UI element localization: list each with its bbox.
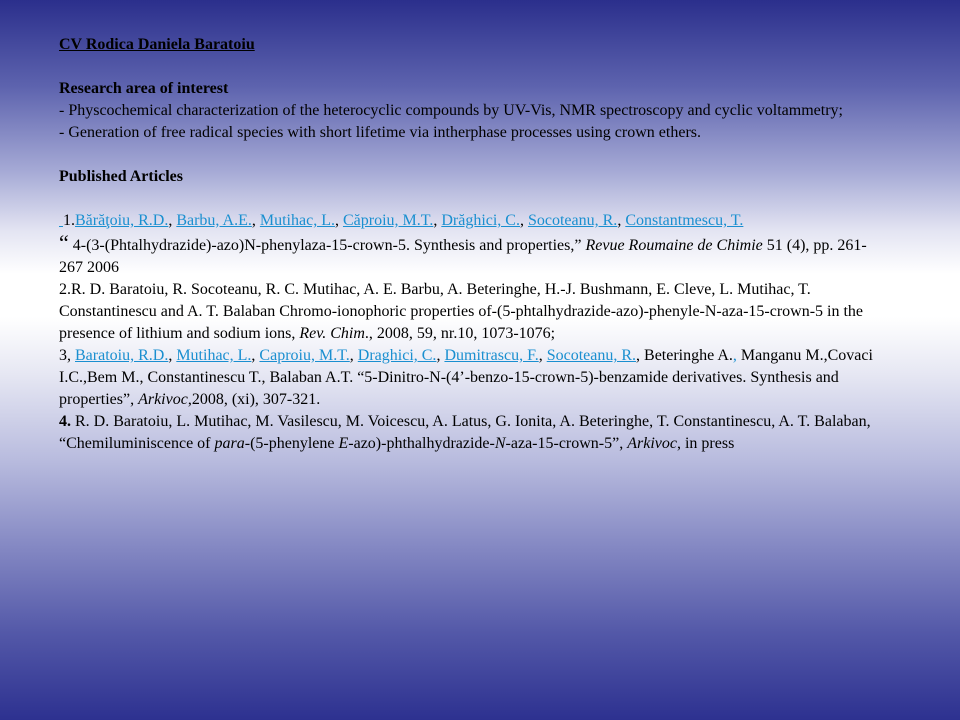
pub3-journal: Arkivoc bbox=[138, 391, 188, 408]
pub4-journal: Arkivoc bbox=[627, 435, 677, 452]
author-link[interactable]: Barbu, A.E. bbox=[176, 212, 252, 229]
cv-document bbox=[59, 34, 889, 455]
pub4-details: , in press bbox=[676, 435, 735, 452]
pub2-text: 2.R. D. Baratoiu, R. Socoteanu, R. C. Mutihac, A. E. Barbu, A. Beteringhe, H.-J. Bushmann, E. Cleve, L. Mutihac, T. Constantinescu and A. T. Balaban Chromo-ionophoric properties of-(5-phtalhydrazide-azo)-phenyle-N-aza-15-crown-5 in the presence of lithium and sodium ions, bbox=[59, 281, 864, 342]
research-heading: Research area of interest bbox=[59, 80, 229, 97]
cv-title: CV Rodica Daniela Baratoiu bbox=[59, 36, 255, 53]
author-link[interactable]: Căproiu, M.T. bbox=[342, 212, 434, 229]
pub4-text: -azo)-phthalhydrazide- bbox=[348, 435, 495, 452]
pub1-number: 1. bbox=[63, 212, 75, 229]
pub1-open-quote: “ bbox=[59, 230, 69, 255]
author-link[interactable]: Baratoiu, R.D. bbox=[75, 347, 169, 364]
research-item: - Generation of free radical species with short lifetime via intherphase processes using crown ethers. bbox=[59, 124, 701, 141]
author-link[interactable]: Draghici, C. bbox=[357, 347, 437, 364]
pub4-e: E bbox=[338, 435, 349, 452]
spacer bbox=[59, 144, 889, 166]
author-link[interactable]: Socoteanu, R. bbox=[546, 347, 637, 364]
published-heading: Published Articles bbox=[59, 168, 184, 185]
stray-link[interactable]: , bbox=[732, 347, 737, 364]
author-link[interactable]: Drăghici, C. bbox=[441, 212, 520, 229]
research-item: - Physcochemical characterization of the heterocyclic compounds by UV-Vis, NMR spectroscopy and cyclic voltammetry; bbox=[59, 102, 843, 119]
pub1-details: 51 (4), pp. 261-267 2006 bbox=[59, 237, 867, 276]
author-link[interactable]: Constantmescu, T. bbox=[625, 212, 744, 229]
pub1-title: 4-(3-(Phtalhydrazide)-azo)N-phenylaza-15-crown-5. Synthesis and properties,” bbox=[68, 237, 582, 254]
pub3-details: ,2008, (xi), 307-321. bbox=[187, 391, 321, 408]
author-link[interactable]: Dumitrascu, F. bbox=[444, 347, 539, 364]
author-link[interactable]: Socoteanu, R. bbox=[527, 212, 618, 229]
author-link[interactable]: Mutihac, L. bbox=[259, 212, 335, 229]
publication-3: 3, Baratoiu, R.D., Mutihac, L., Caproiu, M.T., Draghici, C., Dumitrascu, F., Socoteanu, R., Beteringhe A., Manganu M.,Covaci I.C.,Bem M., Constantinescu T., Balaban A.T. “5-Dinitro-N-(4’-benzo-15-crown-5)-benzamide derivatives. Synthesis and properties”, Arkivoc,2008, (xi), 307-321. bbox=[59, 347, 873, 408]
pub2-details: ., 2008, 59, nr.10, 1073-1076; bbox=[364, 325, 556, 342]
pub4-text: R. D. Baratoiu, L. Mutihac, M. Vasilescu, M. Voicescu, A. Latus, G. Ionita, A. Beteringhe, T. Constantinescu, A. T. Balaban, “Chemiluminiscence of bbox=[59, 413, 871, 452]
author-link[interactable]: Bărăţoiu, R.D. bbox=[75, 212, 169, 229]
pub4-number: 4. bbox=[59, 413, 71, 430]
pub3-after: Beteringhe A. bbox=[640, 347, 733, 364]
publication-4 bbox=[59, 411, 889, 455]
pub2-journal: Rev. Chim bbox=[299, 325, 365, 342]
pub4-text: -aza-15-crown-5”, bbox=[505, 435, 628, 452]
author-link[interactable]: Mutihac, L. bbox=[176, 347, 252, 364]
publication-1: 1.Bărăţoiu, R.D., Barbu, A.E., Mutihac, L., Căproiu, M.T., Drăghici, C., Socoteanu, R., Constantmescu, T. “ 4-(3-(Phtalhydrazide)-azo)N-phenylaza-15-crown-5. Synthesis and properties,” Revue Roumaine de Chimie 51 (4), pp. 261-267 2006 bbox=[59, 212, 867, 276]
spacer bbox=[59, 188, 889, 210]
pub1-journal: Revue Roumaine de Chimie bbox=[585, 237, 763, 254]
pub4-n: N bbox=[494, 435, 506, 452]
publication-2 bbox=[59, 279, 889, 345]
pub4-para: para bbox=[214, 435, 245, 452]
pub4-text: -(5-phenylene bbox=[244, 435, 339, 452]
pub3-number: 3, bbox=[59, 347, 75, 364]
spacer bbox=[59, 56, 889, 78]
author-link[interactable]: Caproiu, M.T. bbox=[259, 347, 350, 364]
pub3-rest: Manganu M.,Covaci I.C.,Bem M., Constantinescu T., Balaban A.T. “5-Dinitro-N-(4’-benzo-15-crown-5)-benzamide derivatives. Synthesis and properties”, bbox=[59, 347, 873, 408]
